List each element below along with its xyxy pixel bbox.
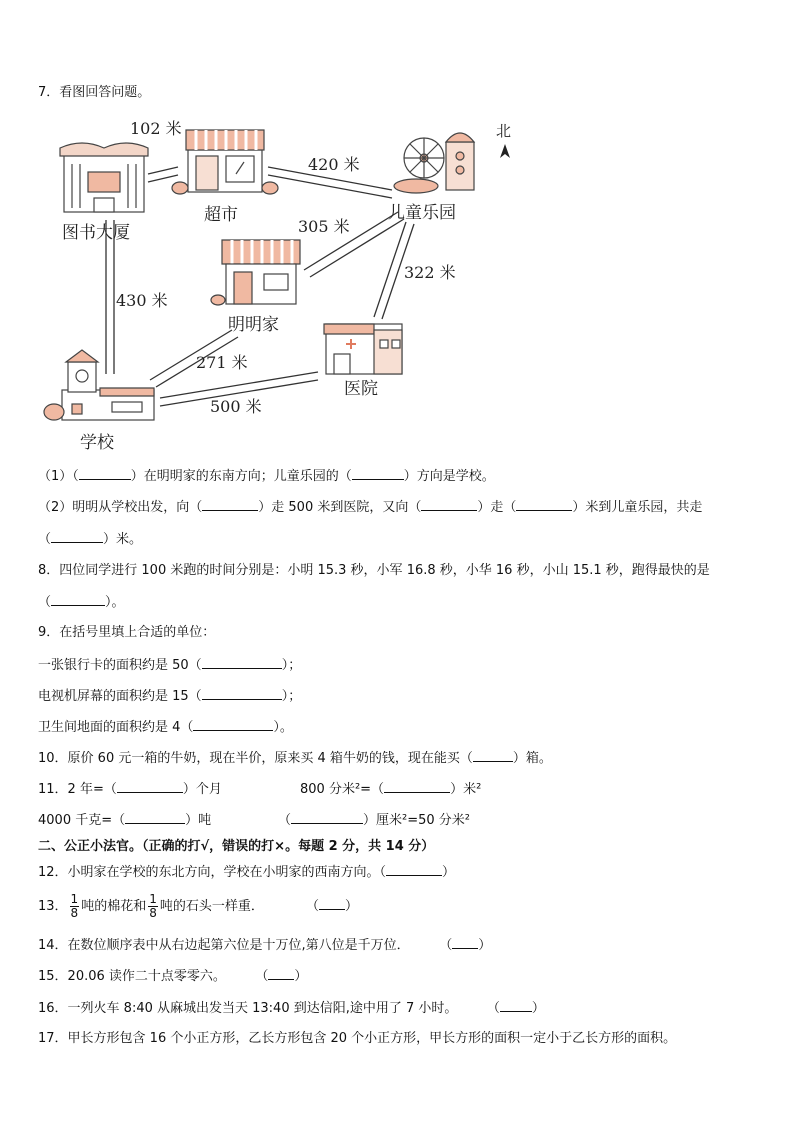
q7-sub2-cont: （ ）米。 xyxy=(38,532,143,547)
answer-blank[interactable] xyxy=(51,530,103,543)
q11-row1b: 800 分米²=（ ）米² xyxy=(300,782,482,797)
answer-blank[interactable] xyxy=(473,749,513,762)
answer-blank[interactable] xyxy=(386,863,442,876)
q7-sub1: （1）（ ）在明明家的东南方向；儿童乐园的（ ）方向是学校。 xyxy=(38,469,495,484)
answer-blank[interactable] xyxy=(421,498,477,511)
q11-row2b: （ ）厘米²=50 分米² xyxy=(278,813,471,828)
q13-text: 13． $\frac{1}{8}$ 吨的棉花和 $\frac{1}{8}$ 吨的石头一样重． （ ） xyxy=(38,892,359,920)
q8-text: 8．四位同学进行 100 米跑的时间分别是：小明 15.3 秒，小军 16.8 秒，小华 16 秒，小山 15.1 秒，跑得最快的是 xyxy=(38,563,710,578)
label-library: 图书大厦 xyxy=(62,223,130,243)
q10-text: 10．原价 60 元一箱的牛奶，现在半价，原来买 4 箱牛奶的钱，现在能买（ ）箱。 xyxy=(38,751,552,766)
north-arrow-icon xyxy=(496,122,511,158)
answer-blank[interactable] xyxy=(516,498,572,511)
fraction: $\frac{1}{8}$ xyxy=(70,892,79,920)
q9-title: 9．在括号里填上合适的单位： xyxy=(38,625,216,640)
q7-title: 7．看图回答问题。 xyxy=(38,85,151,100)
answer-blank[interactable] xyxy=(125,811,185,824)
answer-blank[interactable] xyxy=(291,811,363,824)
answer-blank[interactable] xyxy=(452,936,478,949)
house-icon xyxy=(211,240,300,305)
answer-blank[interactable] xyxy=(202,498,258,511)
hospital-icon xyxy=(324,324,402,374)
q15-text: 15．20.06 读作二十点零零六。 （ ） xyxy=(38,969,308,984)
answer-blank[interactable] xyxy=(193,718,273,731)
label-hospital: 医院 xyxy=(344,379,378,399)
answer-blank[interactable] xyxy=(384,780,450,793)
answer-blank[interactable] xyxy=(319,897,345,910)
answer-blank[interactable] xyxy=(79,467,131,480)
label-school: 学校 xyxy=(80,433,114,453)
map-figure xyxy=(0,112,794,472)
distance-school-hospital: 500 米 xyxy=(210,397,262,416)
q8-answer: （ ）。 xyxy=(38,595,125,610)
answer-blank[interactable] xyxy=(202,656,282,669)
section-2-heading: 二、公正小法官。（正确的打√，错误的打×。每题 2 分，共 14 分） xyxy=(38,839,435,854)
distance-library-school: 430 米 xyxy=(116,291,168,310)
q9-item2: 电视机屏幕的面积约是 15（ ）； xyxy=(38,689,302,704)
answer-blank[interactable] xyxy=(117,780,183,793)
q16-text: 16．一列火车 8:40 从麻城出发当天 13:40 到达信阳,途中用了 7 小时。 （ ） xyxy=(38,1001,545,1016)
q11-row2a: 4000 千克=（ ）吨 xyxy=(38,813,212,828)
distance-park-hospital: 322 米 xyxy=(404,263,456,282)
answer-blank[interactable] xyxy=(352,467,404,480)
svg-text:北: 北 xyxy=(496,122,512,140)
label-park: 儿童乐园 xyxy=(388,203,456,223)
library-icon xyxy=(60,143,148,212)
q14-text: 14．在数位顺序表中从右边起第六位是十万位,第八位是千万位． （ ） xyxy=(38,938,492,953)
distance-supermarket-park: 420 米 xyxy=(308,155,360,174)
distance-library-supermarket: 102 米 xyxy=(130,119,182,138)
answer-blank[interactable] xyxy=(500,999,532,1012)
label-home: 明明家 xyxy=(228,315,279,335)
supermarket-icon xyxy=(172,130,278,194)
amusement-park-icon xyxy=(394,133,474,193)
q7-sub2: （2）明明从学校出发，向（ ）走 500 米到医院，又向（ ）走（ ）米到儿童乐园，共走 xyxy=(38,500,703,515)
answer-blank[interactable] xyxy=(51,593,105,606)
school-icon xyxy=(44,350,154,420)
answer-blank[interactable] xyxy=(268,967,294,980)
fraction: $\frac{1}{8}$ xyxy=(149,892,157,920)
q9-item3: 卫生间地面的面积约是 4（ ）。 xyxy=(38,720,293,735)
q17-text: 17．甲长方形包含 16 个小正方形，乙长方形包含 20 个小正方形，甲长方形的面积一定小于乙长方形的面积。 xyxy=(38,1031,677,1046)
distance-home-park: 305 米 xyxy=(298,217,350,236)
q9-item1: 一张银行卡的面积约是 50（ ）； xyxy=(38,658,302,673)
label-supermarket: 超市 xyxy=(204,205,238,225)
distance-school-home: 271 米 xyxy=(196,353,248,372)
answer-blank[interactable] xyxy=(202,687,282,700)
q12-text: 12．小明家在学校的东北方向，学校在小明家的西南方向。（ ） xyxy=(38,865,456,880)
q11-row1a: 11．2 年=（ ）个月 xyxy=(38,782,222,797)
